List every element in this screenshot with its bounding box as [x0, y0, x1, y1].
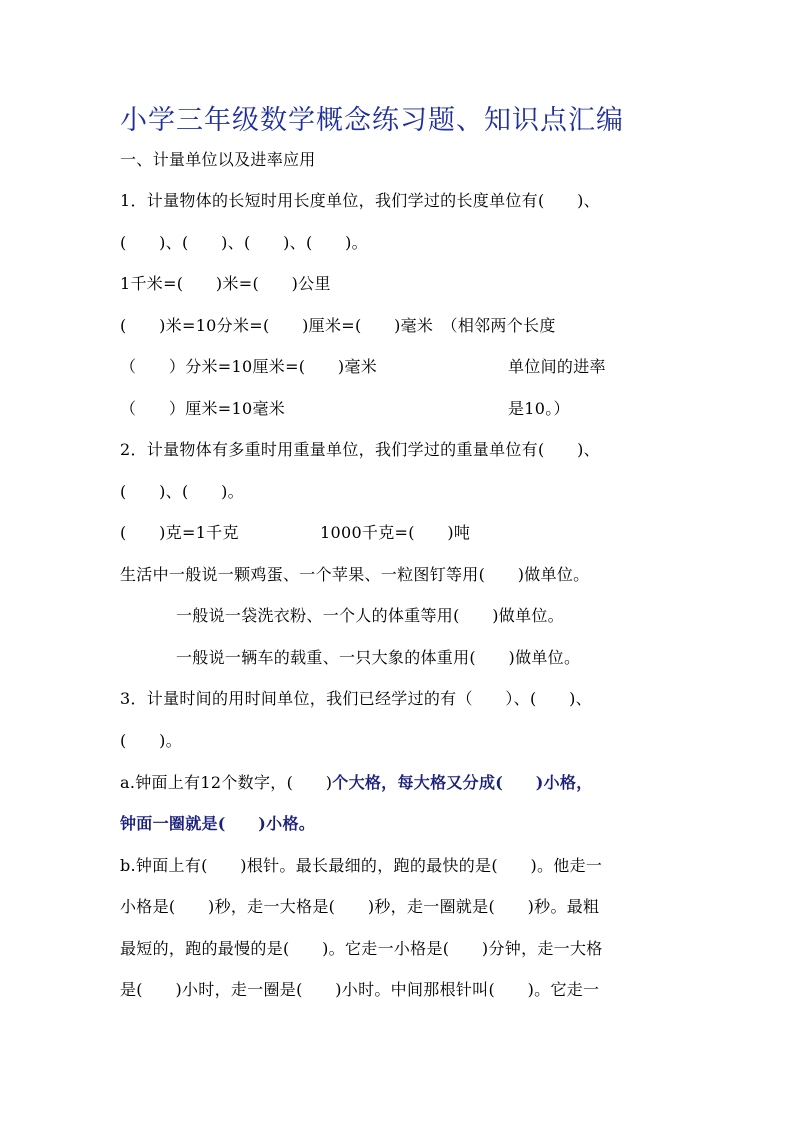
q1-line: 1．计量物体的长短时用长度单位，我们学过的长度单位有( )、	[120, 191, 600, 210]
q1-line: ( )米=10分米=( )厘米=( )毫米 （相邻两个长度	[120, 316, 556, 335]
q2-line: 1000千克=( )吨	[320, 523, 471, 542]
q2-line: ( )克=1千克	[120, 523, 239, 542]
q1-line: （ ）厘米=10毫米	[120, 399, 286, 418]
q3-line: ( )。	[120, 731, 182, 750]
q3-b-line: 最短的，跑的最慢的是( )。它走一小格是( )分钟，走一大格	[120, 939, 603, 958]
q1-note: 是10。）	[508, 399, 570, 418]
q3-b-line: b.钟面上有( )根针。最长最细的，跑的最快的是( )。他走一	[120, 856, 603, 875]
q3-line: 3．计量时间的用时间单位，我们已经学过的有（ ）、( )、	[120, 689, 592, 708]
q3-b-line: 是( )小时，走一圈是( )小时。中间那根针叫( )。它走一	[120, 980, 600, 999]
page-title: 小学三年级数学概念练习题、知识点汇编	[120, 105, 624, 136]
q2-line: 一般说一袋洗衣粉、一个人的体重等用( )做单位。	[176, 606, 564, 625]
q2-line: ( )、( )。	[120, 482, 244, 501]
q3-a-line	[120, 773, 593, 793]
q2-line: 生活中一般说一颗鸡蛋、一个苹果、一粒图钉等用( )做单位。	[120, 565, 590, 584]
q1-line: （ ）分米=10厘米=( )毫米	[120, 357, 378, 376]
q1-line: ( )、( )、( )、( )。	[120, 233, 368, 252]
q3-a-emphasis-line: 钟面一圈就是( )小格。	[120, 814, 316, 833]
q2-line: 2．计量物体有多重时用重量单位，我们学过的重量单位有( )、	[120, 440, 600, 459]
q1-note: 单位间的进率	[508, 357, 606, 376]
q1-line: 1千米=( )米=( )公里	[120, 274, 331, 293]
q3-a-text: a.钟面上有12个数字，( )	[120, 773, 333, 792]
section-heading: 一、计量单位以及进率应用	[120, 150, 316, 169]
q2-line: 一般说一辆车的载重、一只大象的体重用( )做单位。	[176, 648, 581, 667]
q3-a-emphasis: 个大格，每大格又分成( )小格，	[332, 773, 593, 792]
q3-b-line: 小格是( )秒，走一大格是( )秒，走一圈就是( )秒。最粗	[120, 897, 600, 916]
